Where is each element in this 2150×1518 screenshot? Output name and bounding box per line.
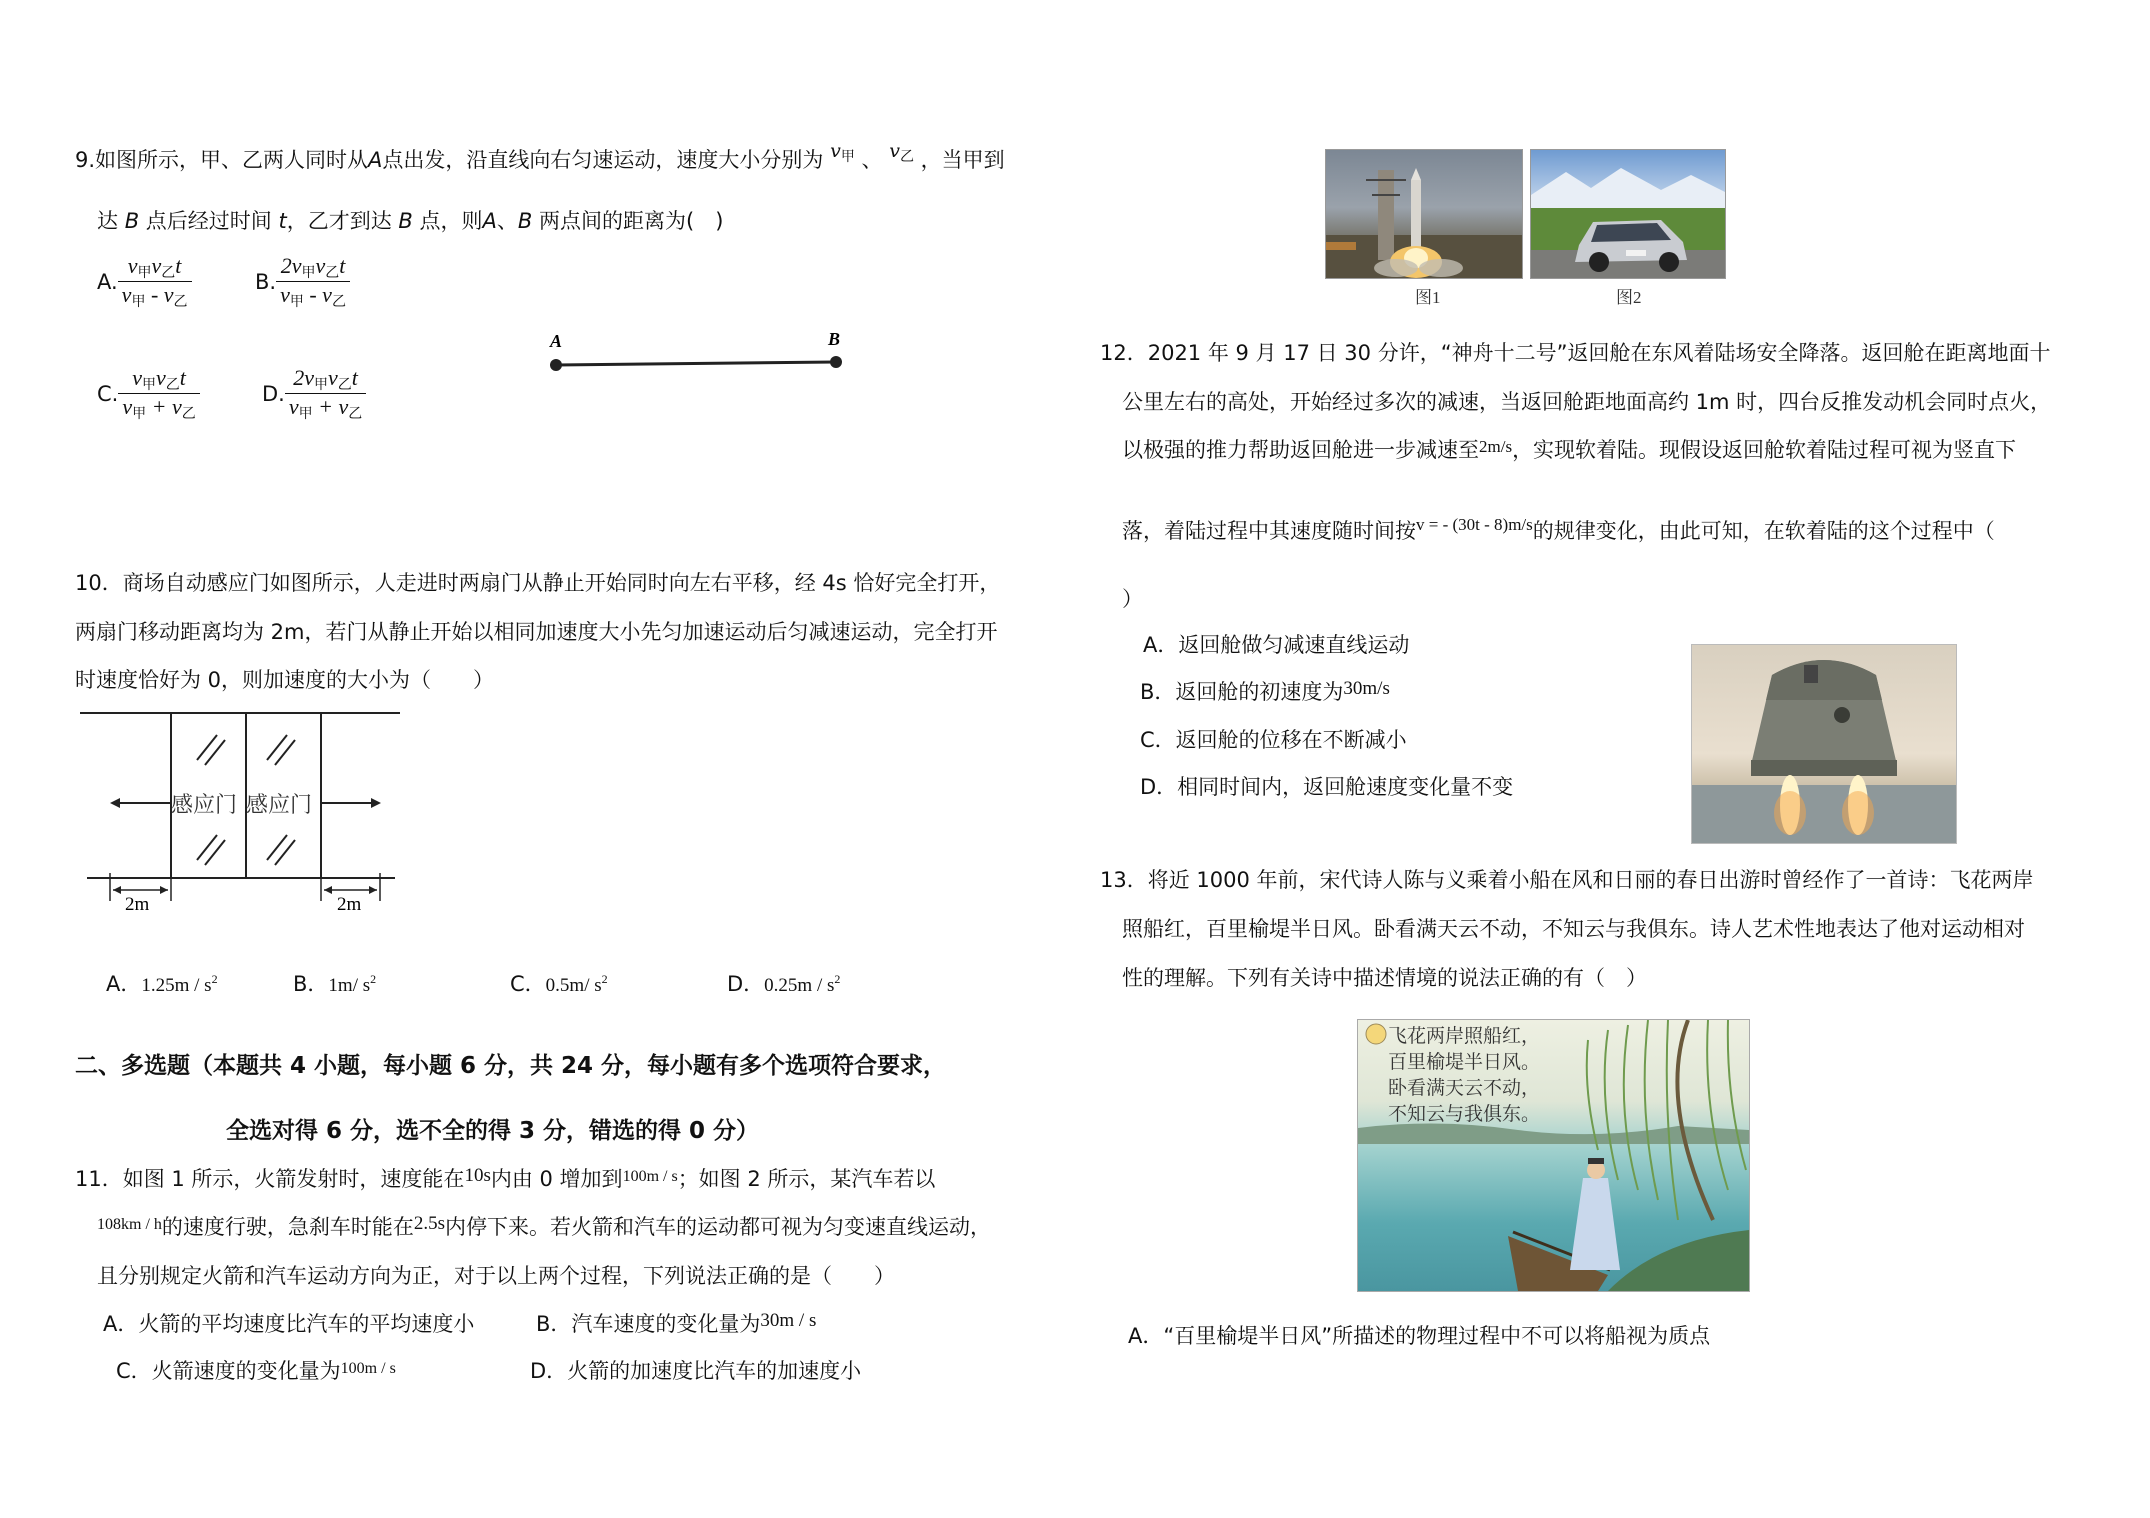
q13-line2: 照船红，百里榆堤半日风。卧看满天云不动，不知云与我俱东。诗人艺术性地表达了他对运动相对: [1122, 917, 2025, 941]
poem-line-3: 卧看满天云不动，: [1388, 1077, 1541, 1099]
section-heading-line1: 二、多选题（本题共 4 小题，每小题 6 分，共 24 分，每小题有多个选项符合要求，: [75, 1053, 947, 1079]
q9-option-b-formula: $\frac{2v_甲v_乙t}{v_甲 - v_乙}$: [276, 253, 350, 310]
q11-option-a: A．火箭的平均速度比汽车的平均速度小: [103, 1312, 475, 1336]
q11-line3: 且分别规定火箭和汽车运动方向为正，对于以上两个过程，下列说法正确的是（ ）: [97, 1264, 895, 1288]
q9-option-a-formula: $\frac{v_甲v_乙t}{v_甲 - v_乙}$: [118, 253, 192, 310]
q12-line3: 以极强的推力帮助返回舱进一步减速至$^{2m/s}$，实现软着陆。现假设返回舱软着陆过程可视为竖直下: [1122, 437, 2017, 462]
q10-option-d: D．$0.25m / s^2$: [727, 972, 841, 996]
q9-option-a: A. $\frac{v_甲v_乙t}{v_甲 - v_乙}$: [97, 253, 192, 310]
door-label-right: 感应门: [246, 793, 313, 818]
dist-right: 2m: [337, 894, 362, 915]
capsule-illustration: [1691, 644, 1957, 844]
point-b: [830, 356, 842, 368]
q9-option-d: D. $\frac{2v_甲v_乙t}{v_甲 + v_乙}$: [262, 365, 366, 422]
q12-option-b: B．返回舱的初速度为30m/s: [1140, 678, 1390, 704]
door-label-left: 感应门: [171, 793, 238, 818]
point-a-label: A: [550, 331, 563, 351]
q10-line3: 时速度恰好为 0，则加速度的大小为（ ）: [75, 668, 495, 692]
q9-option-d-formula: $\frac{2v_甲v_乙t}{v_甲 + v_乙}$: [285, 365, 366, 422]
point-b-label: B: [828, 329, 841, 349]
q9-ab-diagram: [540, 325, 860, 385]
q12-option-a: A．返回舱做匀减速直线运动: [1143, 633, 1410, 657]
q11-option-b: B．汽车速度的变化量为30m / s: [536, 1310, 817, 1336]
q11-option-d: D．火箭的加速度比汽车的加速度小: [530, 1359, 862, 1383]
q13-line1: 13．将近 1000 年前，宋代诗人陈与义乘着小船在风和日丽的春日出游时曾经作了一首诗：飞花两岸: [1100, 868, 2034, 892]
q12-line2: 公里左右的高处，开始经过多次的减速，当返回舱距地面高约 1m 时，四台反推发动机会同时点火，: [1122, 390, 2052, 414]
poem-illustration: [1357, 1019, 1750, 1292]
q11-option-c: C．火箭速度的变化量为$^{100m / s}$: [116, 1359, 396, 1383]
q12-line4: 落，着陆过程中其速度随时间按$^{v = - (30t - 8)m/s}$的规律变化，由此可知，在软着陆的这个过程中（: [1122, 515, 1995, 543]
q10-option-b: B．1m/ $s^2$: [293, 972, 377, 996]
q10-line1: 10．商场自动感应门如图所示，人走进时两扇门从静止开始同时向左右平移，经 4s 恰好完全打开，: [75, 571, 1001, 595]
poem-line-2: 百里榆堤半日风。: [1388, 1051, 1541, 1073]
figure1-caption: 图1: [1415, 288, 1441, 307]
q12-line1: 12．2021 年 9 月 17 日 30 分许，“神舟十二号”返回舱在东风着陆场安全降落。返回舱在距离地面十: [1100, 341, 2051, 365]
poem-line-1: 飞花两岸照船红，: [1388, 1025, 1541, 1047]
q10-option-a: A．$1.25m / s^2$: [106, 972, 218, 996]
q9-line1: 9.如图所示，甲、乙两人同时从A点出发，沿直线向右匀速运动，速度大小分别为 $v_甲$ 、 $v_乙$ ，当甲到: [75, 140, 1005, 172]
q11-line2: $^{108km / h}$的速度行驶，急刹车时能在2.5s内停下来。若火箭和汽车的运动都可视为匀变速直线运动，: [97, 1213, 992, 1239]
car-photo: [1530, 149, 1726, 279]
rocket-launch-photo: [1325, 149, 1523, 279]
dist-left: 2m: [125, 894, 150, 915]
poem-line-4: 不知云与我俱东。: [1388, 1103, 1541, 1125]
q9-line2: 达 B 点后经过时间 t，乙才到达 B 点，则A、B 两点间的距离为( ): [97, 209, 724, 233]
figure2-caption: 图2: [1616, 288, 1642, 307]
q10-option-c: C．0.5m/ $s^2$: [510, 972, 608, 996]
q10-line2: 两扇门移动距离均为 2m，若门从静止开始以相同加速度大小先匀加速运动后匀减速运动，完全打开: [75, 620, 998, 644]
q9-option-b: B. $\frac{2v_甲v_乙t}{v_甲 - v_乙}$: [255, 253, 350, 310]
q12-option-c: C．返回舱的位移在不断减小: [1140, 728, 1407, 752]
point-a: [550, 359, 562, 371]
q12-line5: ）: [1122, 587, 1143, 611]
q9-option-c-formula: $\frac{v_甲v_乙t}{v_甲 + v_乙}$: [118, 365, 199, 422]
section-heading-line2: 全选对得 6 分，选不全的得 3 分，错选的得 0 分）: [226, 1118, 760, 1144]
q12-option-d: D．相同时间内，返回舱速度变化量不变: [1140, 775, 1514, 799]
q9-option-c: C. $\frac{v_甲v_乙t}{v_甲 + v_乙}$: [97, 365, 200, 422]
q13-option-a: A．“百里榆堤半日风”所描述的物理过程中不可以将船视为质点: [1128, 1324, 1711, 1348]
q11-line1: 11．如图 1 所示，火箭发射时，速度能在10s内由 0 增加到$^{100m / s}$；如图 2 所示，某汽车若以: [75, 1165, 936, 1191]
q10-door-diagram: [75, 705, 415, 915]
q13-line3: 性的理解。下列有关诗中描述情境的说法正确的有（ ）: [1122, 966, 1647, 990]
